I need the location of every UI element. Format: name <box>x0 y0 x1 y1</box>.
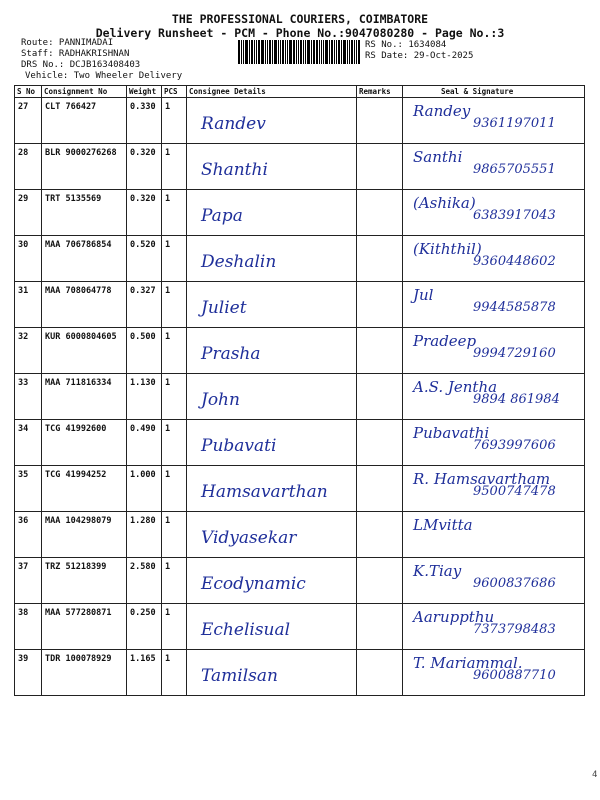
row-signature <box>403 144 585 190</box>
row-consignment-no: BLR 9000276268 <box>42 144 127 190</box>
table-row <box>15 190 585 236</box>
runsheet-subtitle: Delivery Runsheet - PCM - Phone No.:9047080280 - Page No.:3 <box>95 26 505 40</box>
row-consignment-no: TRT 5135569 <box>42 190 127 236</box>
signature-handwriting: (Ashika) <box>413 194 476 212</box>
row-consignment-no: CLT 766427 <box>42 98 127 144</box>
signature-handwriting: Randey <box>413 102 471 120</box>
phone-handwriting: 9600887710 <box>473 668 556 683</box>
row-weight: 1.130 <box>127 374 162 420</box>
col-weight-header: Weight <box>127 86 162 98</box>
row-sno: 31 <box>15 282 42 328</box>
row-sno: 32 <box>15 328 42 374</box>
row-signature <box>403 420 585 466</box>
col-consignee-header: Consignee Details <box>187 86 357 98</box>
table-row <box>15 466 585 512</box>
table-header-row <box>15 86 585 98</box>
row-remarks <box>357 512 403 558</box>
row-consignment-no: MAA 104298079 <box>42 512 127 558</box>
signature-handwriting: A.S. Jentha <box>413 378 498 396</box>
consignee-handwriting: Deshalin <box>201 252 277 272</box>
row-consignee <box>187 328 357 374</box>
row-signature <box>403 98 585 144</box>
row-sno: 30 <box>15 236 42 282</box>
row-consignee <box>187 98 357 144</box>
row-pcs: 1 <box>162 466 187 512</box>
row-signature <box>403 558 585 604</box>
row-sno: 38 <box>15 604 42 650</box>
row-sno: 28 <box>15 144 42 190</box>
phone-handwriting: 9994729160 <box>473 346 556 361</box>
row-consignment-no: TCG 41994252 <box>42 466 127 512</box>
signature-handwriting: Pubavathi <box>413 424 490 442</box>
row-consignment-no: TCG 41992600 <box>42 420 127 466</box>
signature-handwriting: Aaruppthu <box>413 608 495 626</box>
row-remarks <box>357 420 403 466</box>
table-row <box>15 420 585 466</box>
row-consignee <box>187 190 357 236</box>
col-seal-header: Seal & Signature <box>403 86 585 98</box>
row-consignee <box>187 144 357 190</box>
consignee-handwriting: Pubavati <box>201 436 277 456</box>
row-consignee <box>187 558 357 604</box>
signature-handwriting: K.Tiay <box>413 562 462 580</box>
row-signature <box>403 374 585 420</box>
phone-handwriting: 7693997606 <box>473 438 556 453</box>
row-pcs: 1 <box>162 420 187 466</box>
phone-handwriting: 9360448602 <box>473 254 556 269</box>
signature-handwriting: LMvitta <box>413 516 473 534</box>
runsheet-meta-left <box>21 38 182 82</box>
row-pcs: 1 <box>162 558 187 604</box>
table-row <box>15 650 585 696</box>
drs-label: DRS No.: DCJB163408403 <box>21 60 141 70</box>
row-signature <box>403 466 585 512</box>
row-consignee <box>187 374 357 420</box>
row-remarks <box>357 558 403 604</box>
row-weight: 0.320 <box>127 144 162 190</box>
row-consignee <box>187 282 357 328</box>
row-weight: 1.280 <box>127 512 162 558</box>
consignee-handwriting: Tamilsan <box>201 666 278 686</box>
row-weight: 0.490 <box>127 420 162 466</box>
table-row <box>15 282 585 328</box>
row-pcs: 1 <box>162 236 187 282</box>
col-sno-header: S No <box>15 86 42 98</box>
phone-handwriting: 6383917043 <box>473 208 556 223</box>
row-signature <box>403 650 585 696</box>
row-signature <box>403 512 585 558</box>
table-row <box>15 236 585 282</box>
consignee-handwriting: Shanthi <box>201 160 268 180</box>
row-remarks <box>357 282 403 328</box>
runsheet-title: THE PROFESSIONAL COURIERS, COIMBATORE <box>171 12 429 26</box>
col-pcs-header: PCS <box>162 86 187 98</box>
row-consignee <box>187 650 357 696</box>
row-weight: 0.330 <box>127 98 162 144</box>
phone-handwriting: 7373798483 <box>473 622 556 637</box>
signature-handwriting: R. Hamsavartham <box>413 470 551 488</box>
row-pcs: 1 <box>162 650 187 696</box>
row-remarks <box>357 466 403 512</box>
row-consignment-no: MAA 577280871 <box>42 604 127 650</box>
consignee-handwriting: John <box>201 390 240 410</box>
row-consignee <box>187 420 357 466</box>
row-consignee <box>187 466 357 512</box>
row-pcs: 1 <box>162 98 187 144</box>
rs-number: RS No.: 1634084 <box>365 40 447 50</box>
row-sno: 35 <box>15 466 42 512</box>
rs-date: RS Date: 29-Oct-2025 <box>365 51 474 61</box>
row-weight: 1.000 <box>127 466 162 512</box>
delivery-table <box>14 85 585 696</box>
row-weight: 0.250 <box>127 604 162 650</box>
consignee-handwriting: Ecodynamic <box>201 574 306 594</box>
col-consignment-header: Consignment No <box>42 86 127 98</box>
table-row <box>15 374 585 420</box>
table-row <box>15 604 585 650</box>
table-row <box>15 328 585 374</box>
row-sno: 29 <box>15 190 42 236</box>
row-consignee <box>187 604 357 650</box>
row-pcs: 1 <box>162 374 187 420</box>
signature-handwriting: (Kiththil) <box>413 240 482 258</box>
row-weight: 0.520 <box>127 236 162 282</box>
row-sno: 39 <box>15 650 42 696</box>
row-weight: 0.500 <box>127 328 162 374</box>
row-pcs: 1 <box>162 328 187 374</box>
stray-mark: 4 <box>592 770 598 780</box>
row-remarks <box>357 98 403 144</box>
row-consignment-no: TDR 100078929 <box>42 650 127 696</box>
consignee-handwriting: Hamsavarthan <box>201 482 328 502</box>
row-consignment-no: MAA 708064778 <box>42 282 127 328</box>
row-signature <box>403 282 585 328</box>
consignee-handwriting: Juliet <box>201 298 247 318</box>
consignee-handwriting: Vidyasekar <box>201 528 297 548</box>
row-consignee <box>187 236 357 282</box>
barcode-image <box>238 40 362 64</box>
row-consignment-no: MAA 706786854 <box>42 236 127 282</box>
row-remarks <box>357 374 403 420</box>
row-pcs: 1 <box>162 512 187 558</box>
row-sno: 34 <box>15 420 42 466</box>
phone-handwriting: 9600837686 <box>473 576 556 591</box>
row-remarks <box>357 190 403 236</box>
table-row <box>15 558 585 604</box>
row-sno: 37 <box>15 558 42 604</box>
vehicle-label: Vehicle: Two Wheeler Delivery <box>25 71 183 81</box>
phone-handwriting: 9865705551 <box>473 162 556 177</box>
row-consignment-no: TRZ 51218399 <box>42 558 127 604</box>
phone-handwriting: 9894 861984 <box>473 392 560 407</box>
row-signature <box>403 328 585 374</box>
row-consignee <box>187 512 357 558</box>
row-weight: 1.165 <box>127 650 162 696</box>
consignee-handwriting: Papa <box>201 206 243 226</box>
row-remarks <box>357 144 403 190</box>
row-weight: 0.327 <box>127 282 162 328</box>
table-row <box>15 144 585 190</box>
row-sno: 33 <box>15 374 42 420</box>
col-remarks-header: Remarks <box>357 86 403 98</box>
row-pcs: 1 <box>162 282 187 328</box>
row-remarks <box>357 650 403 696</box>
row-weight: 2.580 <box>127 558 162 604</box>
staff-label: Staff: RADHAKRISHNAN <box>21 49 130 59</box>
row-pcs: 1 <box>162 190 187 236</box>
row-signature <box>403 236 585 282</box>
runsheet-meta-right <box>365 40 473 62</box>
signature-handwriting: Pradeep <box>413 332 477 350</box>
phone-handwriting: 9361197011 <box>473 116 556 131</box>
row-pcs: 1 <box>162 144 187 190</box>
row-remarks <box>357 328 403 374</box>
route-label: Route: PANNIMADAI <box>21 38 114 48</box>
signature-handwriting: T. Mariammal. <box>413 654 523 672</box>
row-remarks <box>357 236 403 282</box>
consignee-handwriting: Echelisual <box>201 620 291 640</box>
row-sno: 27 <box>15 98 42 144</box>
row-sno: 36 <box>15 512 42 558</box>
signature-handwriting: Jul <box>413 286 434 304</box>
table-row <box>15 512 585 558</box>
row-pcs: 1 <box>162 604 187 650</box>
row-remarks <box>357 604 403 650</box>
row-consignment-no: KUR 6000804605 <box>42 328 127 374</box>
phone-handwriting: 9944585878 <box>473 300 556 315</box>
consignee-handwriting: Randev <box>201 114 266 134</box>
consignee-handwriting: Prasha <box>201 344 261 364</box>
signature-handwriting: Santhi <box>413 148 463 166</box>
table-row <box>15 98 585 144</box>
row-weight: 0.320 <box>127 190 162 236</box>
row-signature <box>403 604 585 650</box>
row-signature <box>403 190 585 236</box>
phone-handwriting: 9500747478 <box>473 484 556 499</box>
row-consignment-no: MAA 711816334 <box>42 374 127 420</box>
